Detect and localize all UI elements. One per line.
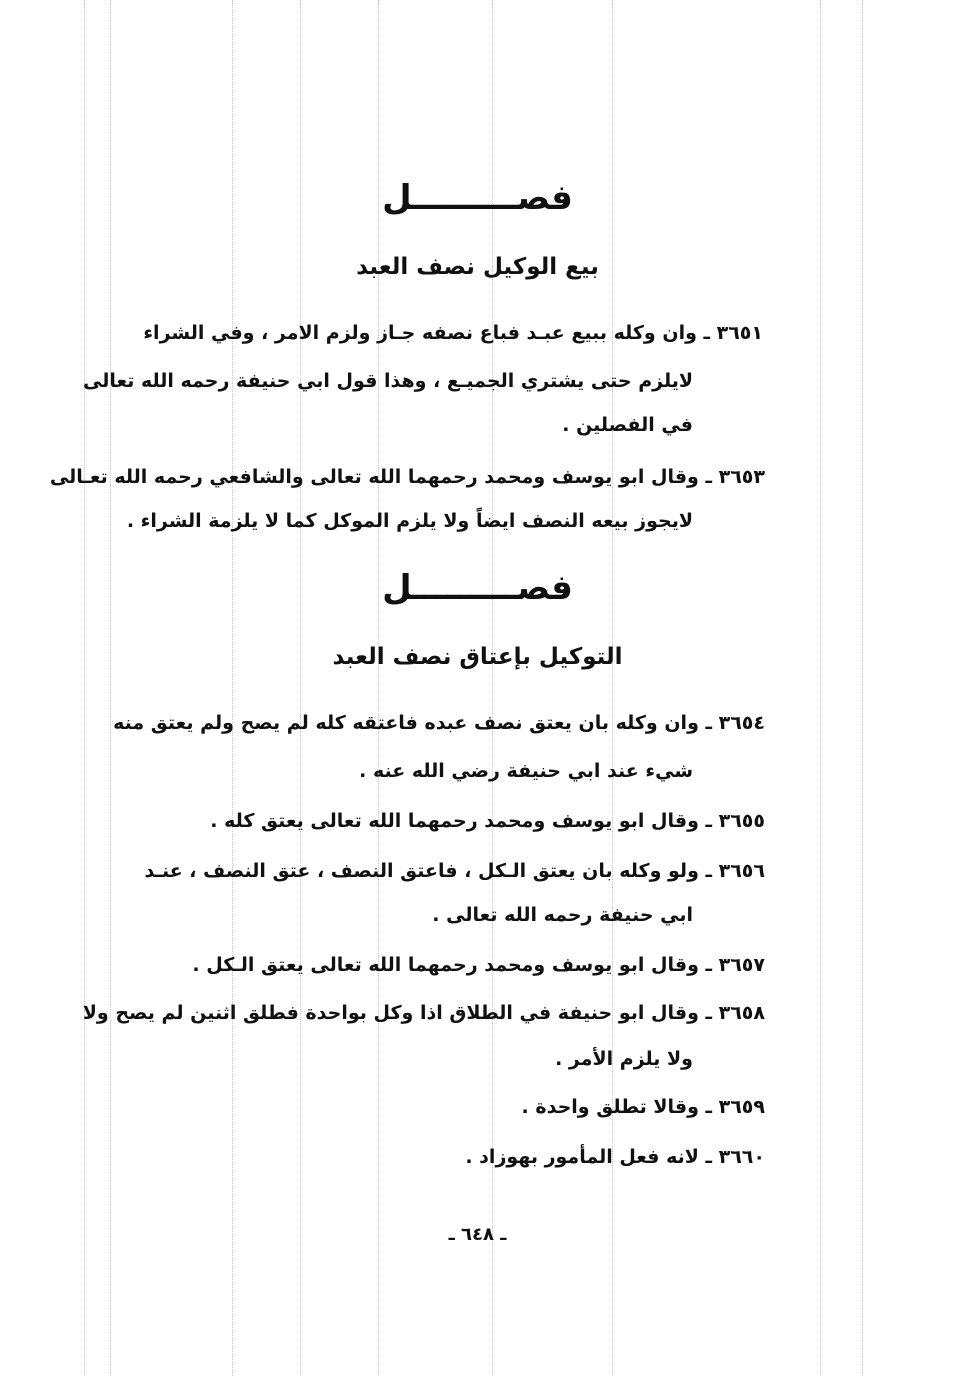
paragraph-line: ٣٦٥٤ ـ وان وكله بان يعتق نصف عبده فاعتقه كله لم يصح ولم يعتق منه xyxy=(113,712,765,734)
paragraph-line: ولا يلزم الأمر . xyxy=(555,1048,693,1070)
paragraph-line: ٣٦٥٦ ـ ولو وكله بان يعتق الـكل ، فاعتق النصف ، عتق النصف ، عنـد xyxy=(144,860,765,882)
paragraph-line: في الفصلين . xyxy=(562,414,693,436)
paragraph-line: ٣٦٥٩ ـ وقالا تطلق واحدة . xyxy=(521,1096,765,1118)
paragraph-line: شيء عند ابي حنيفة رضي الله عنه . xyxy=(359,760,693,782)
paragraph-line: ٣٦٦٠ ـ لانه فعل المأمور بهوزاد . xyxy=(465,1146,765,1168)
page-number: ـ ٦٤٨ ـ xyxy=(448,1224,507,1245)
paragraph-line: ٣٦٥٨ ـ وقال ابو حنيفة في الطلاق اذا وكل بواحدة فطلق اثنين لم يصح ولا xyxy=(82,1002,765,1024)
chapter-heading-1: فصـــــــــل xyxy=(382,178,573,218)
paragraph-line: ٣٦٥١ ـ وان وكله ببيع عبـد فباع نصفه جـاز ولزم الامر ، وفي الشراء xyxy=(143,322,763,344)
paragraph-line: لايجوز بيعه النصف ايضاً ولا يلزم الموكل كما لا يلزمة الشراء . xyxy=(126,510,693,532)
chapter-heading-2: فصـــــــــل xyxy=(382,568,573,608)
paragraph-line: لايلزم حتى يشتري الجميـع ، وهذا قول ابي حنيفة رحمه الله تعالى xyxy=(83,370,693,392)
paragraph-line: ابي حنيفة رحمه الله تعالى . xyxy=(432,904,693,926)
section-title-2: التوكيل بإعتاق نصف العبد xyxy=(332,644,623,670)
paragraph-line: ٣٦٥٧ ـ وقال ابو يوسف ومحمد رحمهما الله تعالى يعتق الـكل . xyxy=(192,954,765,976)
paragraph-line: ٣٦٥٣ ـ وقال ابو يوسف ومحمد رحمهما الله تعالى والشافعي رحمه الله تعـالى xyxy=(49,466,765,488)
paragraph-line: ٣٦٥٥ ـ وقال ابو يوسف ومحمد رحمهما الله تعالى يعتق كله . xyxy=(210,810,765,832)
section-title-1: بيع الوكيل نصف العبد xyxy=(356,254,599,280)
